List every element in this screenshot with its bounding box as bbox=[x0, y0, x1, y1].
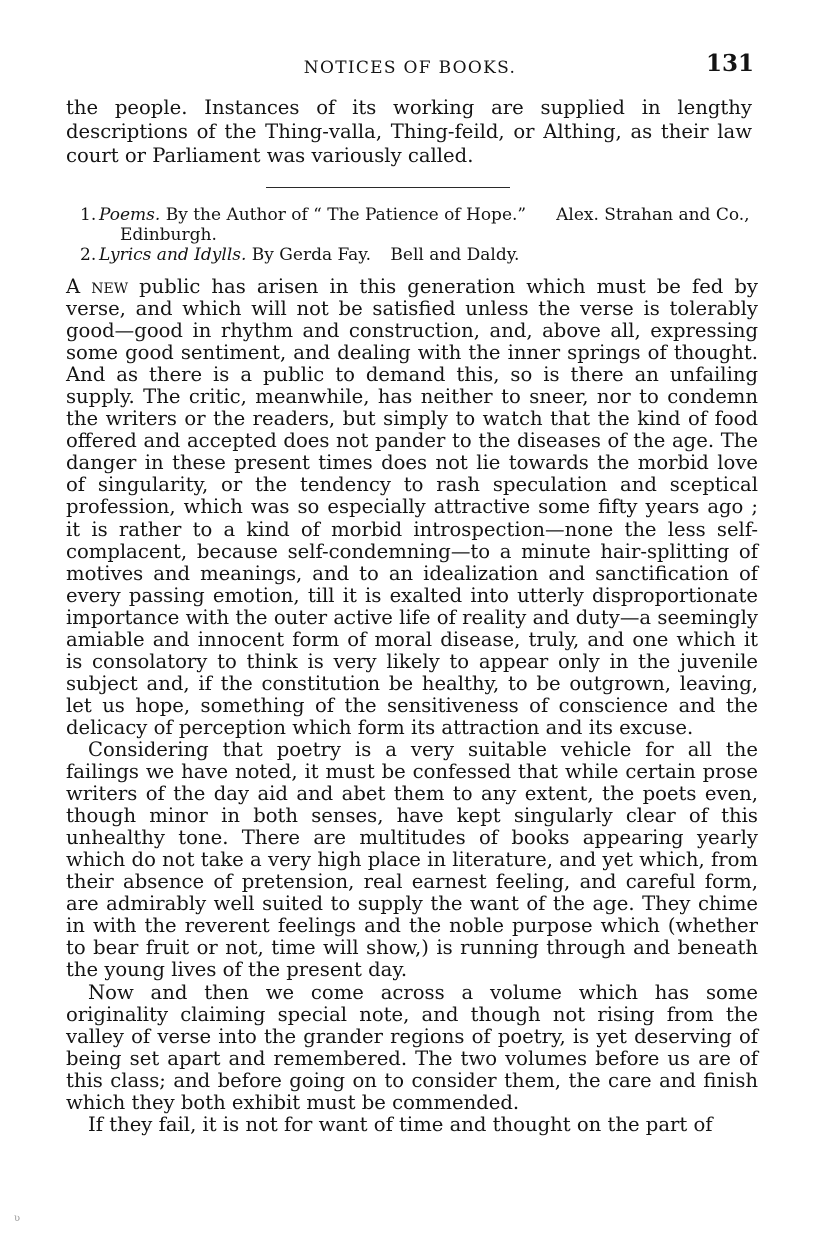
book-entry-1 bbox=[66, 205, 758, 245]
review-paragraph-3: Now and then we come across a volume which has some originality claiming special note, and though not rising from the valley of verse into the grander regions of poetry, is yet deserving of being set apart and remembered. The two volumes before us are of this class; and before going on to consider them, the care and finish which they both exhibit must be commended. bbox=[66, 980, 758, 1114]
book-publisher: Alex. Strahan and Co., Edinburgh. bbox=[120, 205, 750, 245]
drop-initial: A bbox=[66, 275, 81, 298]
book-byline: By Gerda Fay. bbox=[251, 245, 372, 265]
book-title: Lyrics and Idylls. bbox=[99, 245, 247, 265]
opening-paragraph: the people. Instances of its working are supplied in lengthy descriptions of the Thing-valla, Thing-feild, or Althing, as their law court or Parliament was variously called. bbox=[66, 96, 752, 168]
running-title: NOTICES OF BOOKS. bbox=[303, 58, 517, 78]
book-number: 2. bbox=[80, 245, 97, 265]
review-paragraph-4: If they fail, it is not for want of time and thought on the part of bbox=[88, 1112, 713, 1136]
running-head bbox=[66, 52, 754, 84]
book-list bbox=[66, 205, 758, 265]
book-entry-2 bbox=[66, 245, 758, 265]
book-byline: By the Author of “ The Patience of Hope.” bbox=[165, 205, 527, 225]
book-number: 1. bbox=[80, 205, 97, 225]
book-publisher: Bell and Daldy. bbox=[390, 245, 520, 265]
section-divider bbox=[266, 187, 510, 188]
review-paragraph-2: Considering that poetry is a very suitable vehicle for all the failings we have noted, it must be confessed that while certain prose writers of the day aid and abet them to any extent, the poets even, though minor in both senses, have kept singularly clear of this unhealthy tone. There are multitudes of books appearing yearly which do not take a very high place in literature, and yet which, from their absence of pretension, real earnest feeling, and careful form, are admirably well suited to supply the want of the age. They chime in with the reverent feelings and the noble purpose which (whether to bear fruit or not, time will show,) is running through and beneath the young lives of the present day. bbox=[66, 737, 758, 982]
review-paragraph-1 bbox=[66, 276, 758, 739]
paragraph-1-text: public has arisen in this generation which must be fed by verse, and which will not be satisfied unless the verse is tolerably good—good in rhythm and construction, and, above all, expressing some good sentiment, and dealing with the inner springs of thought. And as there is a public to demand this, so is there an unfailing supply. The critic, meanwhile, has neither to sneer, nor to condemn the writers or the readers, but simply to watch that the kind of food offered and accepted does not pander to the diseases of the age. The danger in these present times does not lie towards the morbid love of singularity, or the tendency to rash speculation and sceptical profession, which was so especially attractive some fifty years ago ; it is rather to a kind of morbid introspection—none the less self-complacent, because self-condemning—to a minute hair-splitting of motives and meanings, and to an idealization and sanctification of every passing emotion, till it is exalted into utterly disproportionate importance with the outer active life of reality and duty—a seemingly amiable and innocent form of moral disease, truly, and one which it is consolatory to think is very likely to appear only in the juvenile subject and, if the constitution be healthy, to be outgrown, leaving, let us hope, something of the sensitiveness of conscience and the delicacy of perception which form its attraction and its excuse. bbox=[66, 275, 758, 739]
opening-smallcaps: new bbox=[91, 275, 129, 298]
margin-mark: ʋ bbox=[14, 1213, 21, 1224]
review-body bbox=[66, 276, 758, 1136]
book-title: Poems. bbox=[99, 205, 161, 225]
page-number: 131 bbox=[705, 50, 754, 77]
